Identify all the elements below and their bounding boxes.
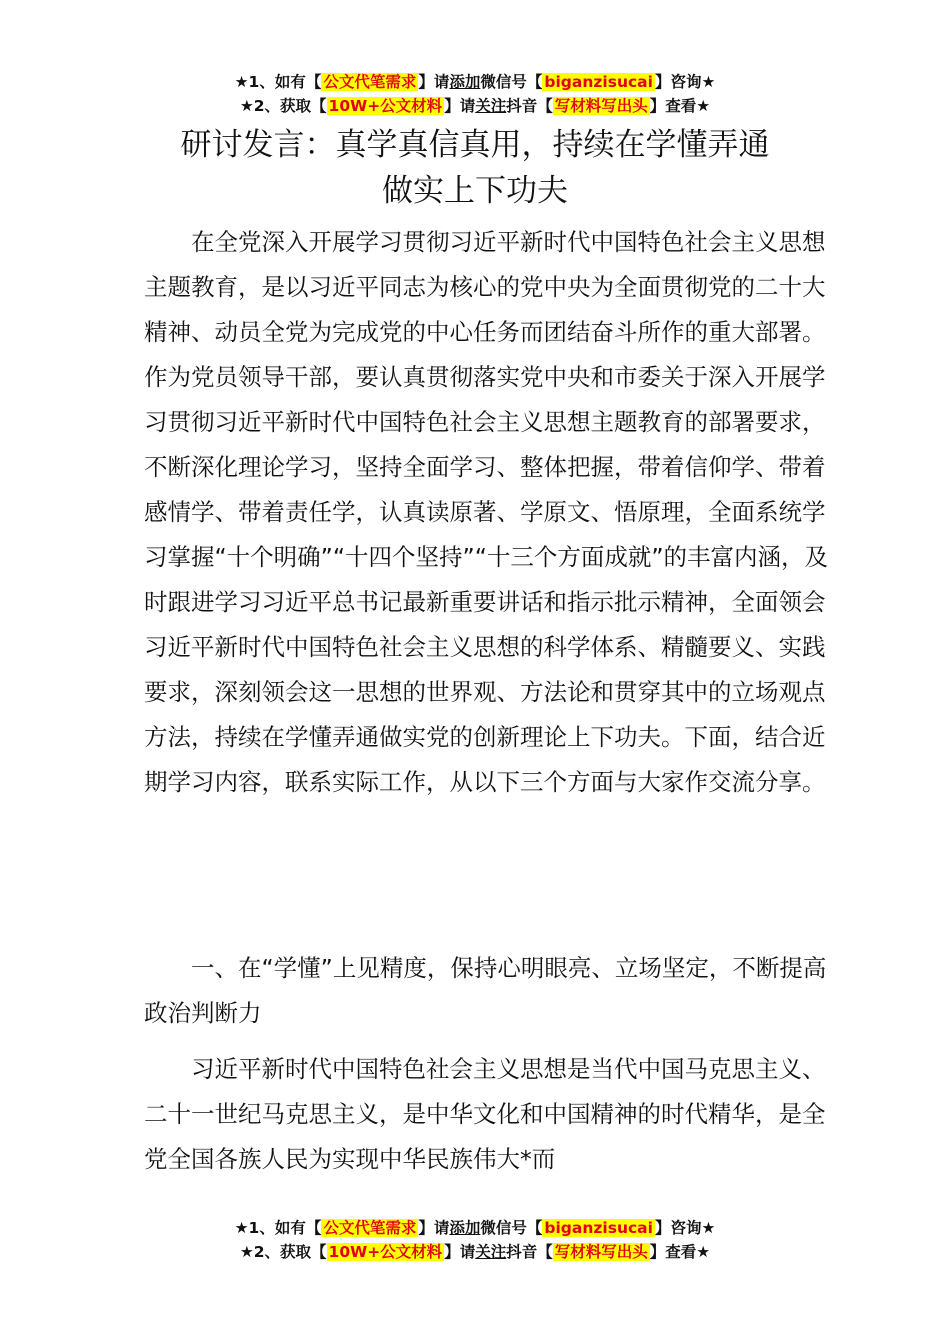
promo-line-1 <box>0 70 950 94</box>
bottom-promo-banner <box>0 1216 950 1264</box>
promo-text: ★2、获取【 <box>239 1243 327 1261</box>
body-paragraph-2 <box>144 1047 834 1182</box>
promo-text: 】请 <box>418 1219 450 1237</box>
promo-highlight: 公文代笔需求 <box>323 1219 417 1237</box>
heading-text: 一、在“学懂”上见精度，保持心明眼亮、立场坚定，不断提高政治判断力 <box>144 954 827 1027</box>
promo-underlined-text: 关注 <box>475 97 507 115</box>
section-heading-1 <box>144 946 834 1036</box>
promo-underlined-text: 添加 <box>449 73 481 91</box>
promo-line-2 <box>0 94 950 118</box>
promo-highlight: 10W+公文材料 <box>328 1243 443 1261</box>
promo-underlined-text: 添加 <box>449 1219 481 1237</box>
promo-text: 微信号【 <box>480 1219 543 1237</box>
promo-highlight: 公文代笔需求 <box>323 73 417 91</box>
promo-text: ★2、获取【 <box>239 97 327 115</box>
promo-text: 】咨询★ <box>654 1219 716 1237</box>
top-promo-banner <box>0 70 950 118</box>
body-paragraph-1 <box>144 220 834 805</box>
promo-text: 】查看★ <box>649 97 711 115</box>
promo-text: 】查看★ <box>649 1243 711 1261</box>
promo-wechat-id: biganzisucai <box>544 1219 653 1237</box>
promo-text: 】请 <box>444 1243 476 1261</box>
title-line-1: 研讨发言：真学真信真用，持续在学懂弄通 <box>180 127 770 163</box>
promo-wechat-id: biganzisucai <box>544 73 653 91</box>
promo-text: 】请 <box>444 97 476 115</box>
title-line-2: 做实上下功夫 <box>382 173 568 209</box>
paragraph-text: 习近平新时代中国特色社会主义思想是当代中国马克思主义、二十一世纪马克思主义，是中华文化和中国精神的时代精华，是全党全国各族人民为实现中华民族伟大*而 <box>144 1055 826 1173</box>
paragraph-text: 在全党深入开展学习贯彻习近平新时代中国特色社会主义思想主题教育，是以习近平同志为核心的党中央为全面贯彻党的二十大精神、动员全党为完成党的中心任务而团结奋斗所作的重大部署。作为党员领导干部，要认真贯彻落实党中央和市委关于深入开展学习贯彻习近平新时代中国特色社会主义思想主题教育的部署要求，不断深化理论学习，坚持全面学习、整体把握，带着信仰学、带着感情学、带着责任学，认真读原著、学原文、悟原理，全面系统学习掌握“十个明确”“十四个坚持”“十三个方面成就”的丰富内涵，及时跟进学习习近平总书记最新重要讲话和指示批示精神，全面领会习近平新时代中国特色社会主义思想的科学体系、精髓要义、实践要求，深刻领会这一思想的世界观、方法论和贯穿其中的立场观点方法，持续在学懂弄通做实党的创新理论上下功夫。下面，结合近期学习内容，联系实际工作，从以下三个方面与大家作交流分享。 <box>144 228 829 796</box>
promo-text: ★1、如有【 <box>234 73 322 91</box>
promo-text: 抖音【 <box>506 97 553 115</box>
promo-douyin-id: 写材料写出头 <box>554 97 648 115</box>
promo-douyin-id: 写材料写出头 <box>554 1243 648 1261</box>
promo-text: 】咨询★ <box>654 73 716 91</box>
promo-highlight: 10W+公文材料 <box>328 97 443 115</box>
promo-text: 】请 <box>418 73 450 91</box>
promo-line-1 <box>0 1216 950 1240</box>
promo-text: 抖音【 <box>506 1243 553 1261</box>
promo-text: ★1、如有【 <box>234 1219 322 1237</box>
promo-line-2 <box>0 1240 950 1264</box>
promo-underlined-text: 关注 <box>475 1243 507 1261</box>
promo-text: 微信号【 <box>480 73 543 91</box>
document-title <box>0 122 950 214</box>
